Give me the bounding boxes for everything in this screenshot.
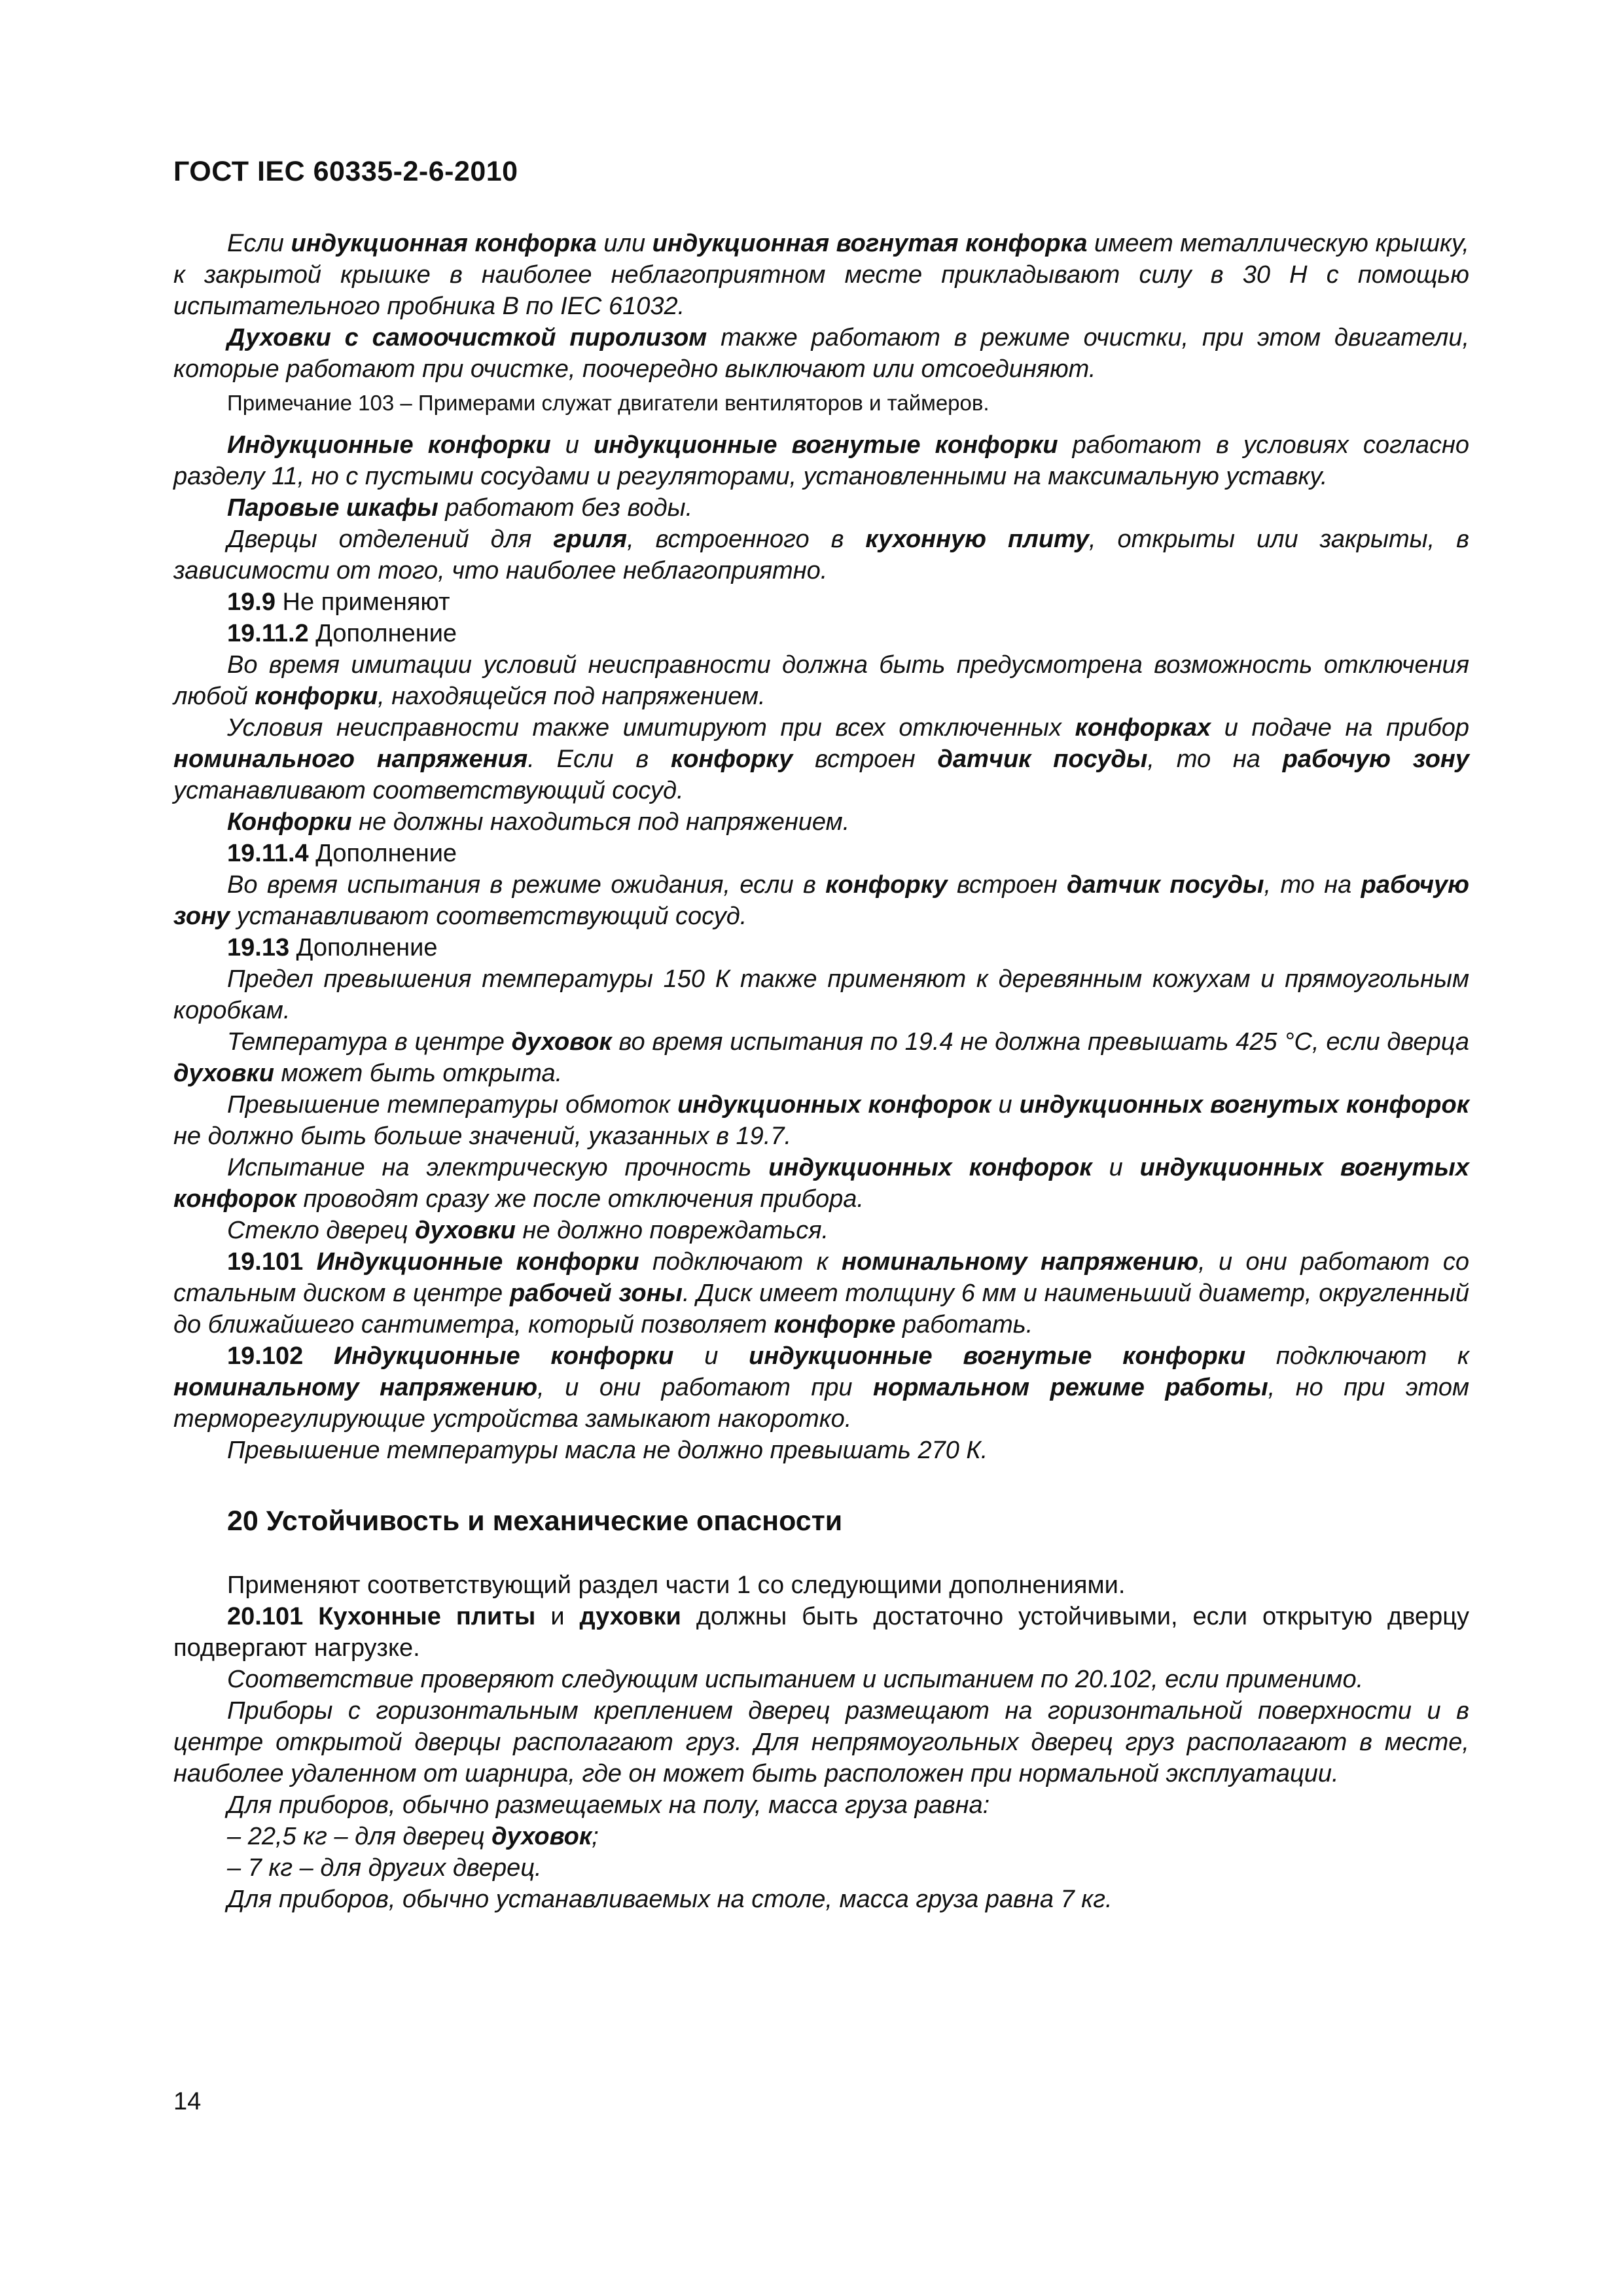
text-run: проводят сразу же после отключения прибора. [296,1185,864,1213]
text-run: должны быть достаточно устойчивыми, если открытую дверцу подвергают нагрузке. [173,1603,1469,1662]
text-run: и [673,1342,749,1370]
text-run: устанавливают соответствующий сосуд. [230,903,747,930]
text-run: Во время испытания в режиме ожидания, если в [227,871,826,899]
paragraph [173,1435,1469,1466]
text-run: . Если в [527,745,671,773]
term-run: номинального напряжения [173,745,528,773]
clause-heading [173,838,1469,869]
term-run: номинальному напряжению [173,1374,538,1401]
section-heading: 20 Устойчивость и механические опасности [227,1505,843,1537]
paragraph [173,649,1469,712]
clause-number: 19.102 [227,1342,334,1370]
paragraph [173,322,1469,385]
text-run: работают в условиях согласно разделу 11, но с пустыми сосудами и регуляторами, установленными на максимальную уставку. [173,431,1469,490]
text-run: Превышение температуры масла не должно превышать 270 К. [227,1437,988,1464]
text-run: Приборы с горизонтальным креплением дверец размещают на горизонтальной поверхности и в центре открытой дверцы располагают груз. Для непрямоугольных дверец груз располагают в месте, наиболее удаленном от шарнира, где он может быть расположен при нормальной эксплуатации. [173,1697,1469,1787]
text-run: , открыты или закрыты, в зависимости от того, что наиболее неблагоприятно. [173,526,1469,584]
term-run: духовок [491,1823,592,1850]
paragraph [173,963,1469,1026]
term-run: гриля [553,526,628,553]
text-run: Предел превышения температуры 150 К также применяют к деревянным кожухам и прямоугольным коробкам. [173,965,1469,1024]
paragraph [173,1695,1469,1789]
text-run: не должны находиться под напряжением. [351,808,850,836]
clause-number: 19.13 [227,934,290,961]
paragraph [173,1215,1469,1246]
clause-number: 19.11.4 [227,840,309,867]
clause-title: Дополнение [289,934,438,961]
text-run: и [1092,1154,1140,1181]
term-run: Кухонные плиты [318,1603,536,1630]
text-run: , но при этом терморегулирующие устройства замыкают накоротко. [173,1374,1470,1433]
note-text: Примечание 103 – Примерами служат двигатели вентиляторов и таймеров. [227,391,990,415]
term-run: Индукционные конфорки [316,1248,639,1276]
term-run: индукционные вогнутые конфорки [593,431,1058,459]
document-body [173,228,1469,1915]
clause-number: 19.11.2 [227,620,309,647]
term-run: Индукционные конфорки [227,431,551,459]
text-run: также работают в режиме очистки, при этом двигатели, которые работают при очистке, поочередно выключают или отсоединяют. [173,324,1470,383]
list-item [173,1852,1469,1884]
term-run: рабочей зоны [509,1280,683,1307]
clause-paragraph [173,1246,1469,1340]
text-run: Превышение температуры обмоток [227,1091,678,1119]
paragraph [173,429,1469,492]
text-run: , то на [1264,871,1361,899]
text-run: устанавливают соответствующий сосуд. [173,777,684,804]
term-run: духовок [511,1028,612,1056]
document-header: ГОСТ IEC 60335-2-6-2010 [173,156,518,187]
paragraph [173,869,1469,932]
term-run: рабочую зону [1282,745,1470,773]
paragraph [173,492,1469,524]
paragraph [173,1789,1469,1821]
text-run: Для приборов, обычно размещаемых на полу, масса груза равна: [227,1791,990,1819]
clause-number: 20.101 [227,1603,319,1630]
paragraph [173,806,1469,838]
text-run: подключают к [1245,1342,1469,1370]
text-run: и [991,1091,1020,1119]
text-run: подключают к [639,1248,842,1276]
clause-number: 19.101 [227,1248,317,1276]
term-run: индукционных вогнутых конфорок [1019,1091,1469,1119]
paragraph [173,1152,1469,1215]
term-run: датчик посуды [937,745,1148,773]
term-run: Индукционные конфорки [334,1342,674,1370]
text-run: встроен [947,871,1067,899]
text-run: Стекло дверец [227,1217,415,1244]
clause-title: Дополнение [308,840,457,867]
paragraph [173,1570,1469,1601]
term-run: датчик посуды [1066,871,1264,899]
term-run: номинальному напряжению [842,1248,1199,1276]
text-run: , встроенного в [627,526,866,553]
text-run: встроен [793,745,938,773]
text-run: Испытание на электрическую прочность [227,1154,769,1181]
clause-number: 19.9 [227,588,276,616]
term-run: индукционные вогнутые конфорки [749,1342,1246,1370]
paragraph [173,1884,1469,1915]
term-run: нормальном режиме работы [873,1374,1268,1401]
text-run: Во время имитации условий неисправности должна быть предусмотрена возможность отключения любой [173,651,1469,710]
text-run: может быть открыта. [274,1060,563,1087]
term-run: Паровые шкафы [227,494,438,522]
text-run: Соответствие проверяют следующим испытанием и испытанием по 20.102, если применимо. [227,1666,1364,1693]
text-run: не должно быть больше значений, указанных в 19.7. [173,1122,792,1150]
text-run: имеет металлическую крышку, к закрытой крышке в наиболее неблагоприятном месте прикладывают силу в 30 Н с помощью испытательного пробника В по IEC 61032. [173,230,1469,320]
text-run: Дверцы отделений для [227,526,554,553]
term-run: индукционных конфорок [677,1091,991,1119]
clause-paragraph [173,1340,1469,1435]
text-run: Температура в центре [227,1028,512,1056]
term-run: Духовки с самоочисткой пиролизом [227,324,707,351]
clause-heading [173,932,1469,963]
term-run: духовки [579,1603,681,1630]
term-run: индукционных конфорок [768,1154,1092,1181]
term-run: рабочую зону [173,871,1470,930]
text-run: . Диск имеет толщину 6 мм и наименьший диаметр, округленный до ближайшего сантиметра, который позволяет [173,1280,1470,1338]
term-run: конфорке [774,1311,896,1338]
clause-title: Не применяют [275,588,450,616]
text-run: и [550,431,594,459]
text-run: работать. [895,1311,1033,1338]
text-run: , и они работают со стальным диском в центре [173,1248,1469,1307]
page-number: 14 [173,2088,202,2115]
text-run: – 7 кг – для других дверец. [227,1854,542,1882]
text-run: работают без воды. [438,494,693,522]
paragraph [173,712,1469,806]
text-run: Применяют соответствующий раздел части 1 со следующими дополнениями. [227,1571,1126,1599]
text-run: , находящейся под напряжением. [378,683,766,710]
clause-paragraph [173,1601,1469,1664]
text-run: Условия неисправности также имитируют при всех отключенных [227,714,1075,742]
clause-heading [173,618,1469,649]
text-run: Для приборов, обычно устанавливаемых на столе, масса груза равна 7 кг. [227,1886,1113,1913]
text-run: и [535,1603,580,1630]
term-run: Конфорки [227,808,352,836]
term-run: индукционных вогнутых конфорок [173,1154,1470,1213]
text-run: и подаче на прибор [1211,714,1469,742]
paragraph [173,524,1469,586]
paragraph [173,228,1469,322]
term-run: духовки [415,1217,516,1244]
term-run: индукционная вогнутая конфорка [652,230,1088,257]
list-item [173,1821,1469,1852]
paragraph [173,1026,1469,1089]
text-run: , и они работают при [537,1374,874,1401]
text-run: , то на [1147,745,1283,773]
text-run: Если [227,230,291,257]
term-run: индукционная конфорка [291,230,597,257]
paragraph [173,1664,1469,1695]
clause-title: Дополнение [308,620,457,647]
term-run: кухонную плиту [865,526,1090,553]
text-run: или [596,230,652,257]
term-run: духовки [173,1060,274,1087]
term-run: конфорки [255,683,378,710]
text-run: во время испытания по 19.4 не должна превышать 425 °С, если дверца [611,1028,1469,1056]
term-run: конфорку [670,745,793,773]
note-paragraph [173,389,1469,418]
paragraph [173,1089,1469,1152]
text-run: – 22,5 кг – для дверец [227,1823,492,1850]
text-run: ; [592,1823,599,1850]
text-run: не должно повреждаться. [515,1217,829,1244]
term-run: конфорку [825,871,948,899]
term-run: конфорках [1075,714,1211,742]
clause-heading [173,586,1469,618]
